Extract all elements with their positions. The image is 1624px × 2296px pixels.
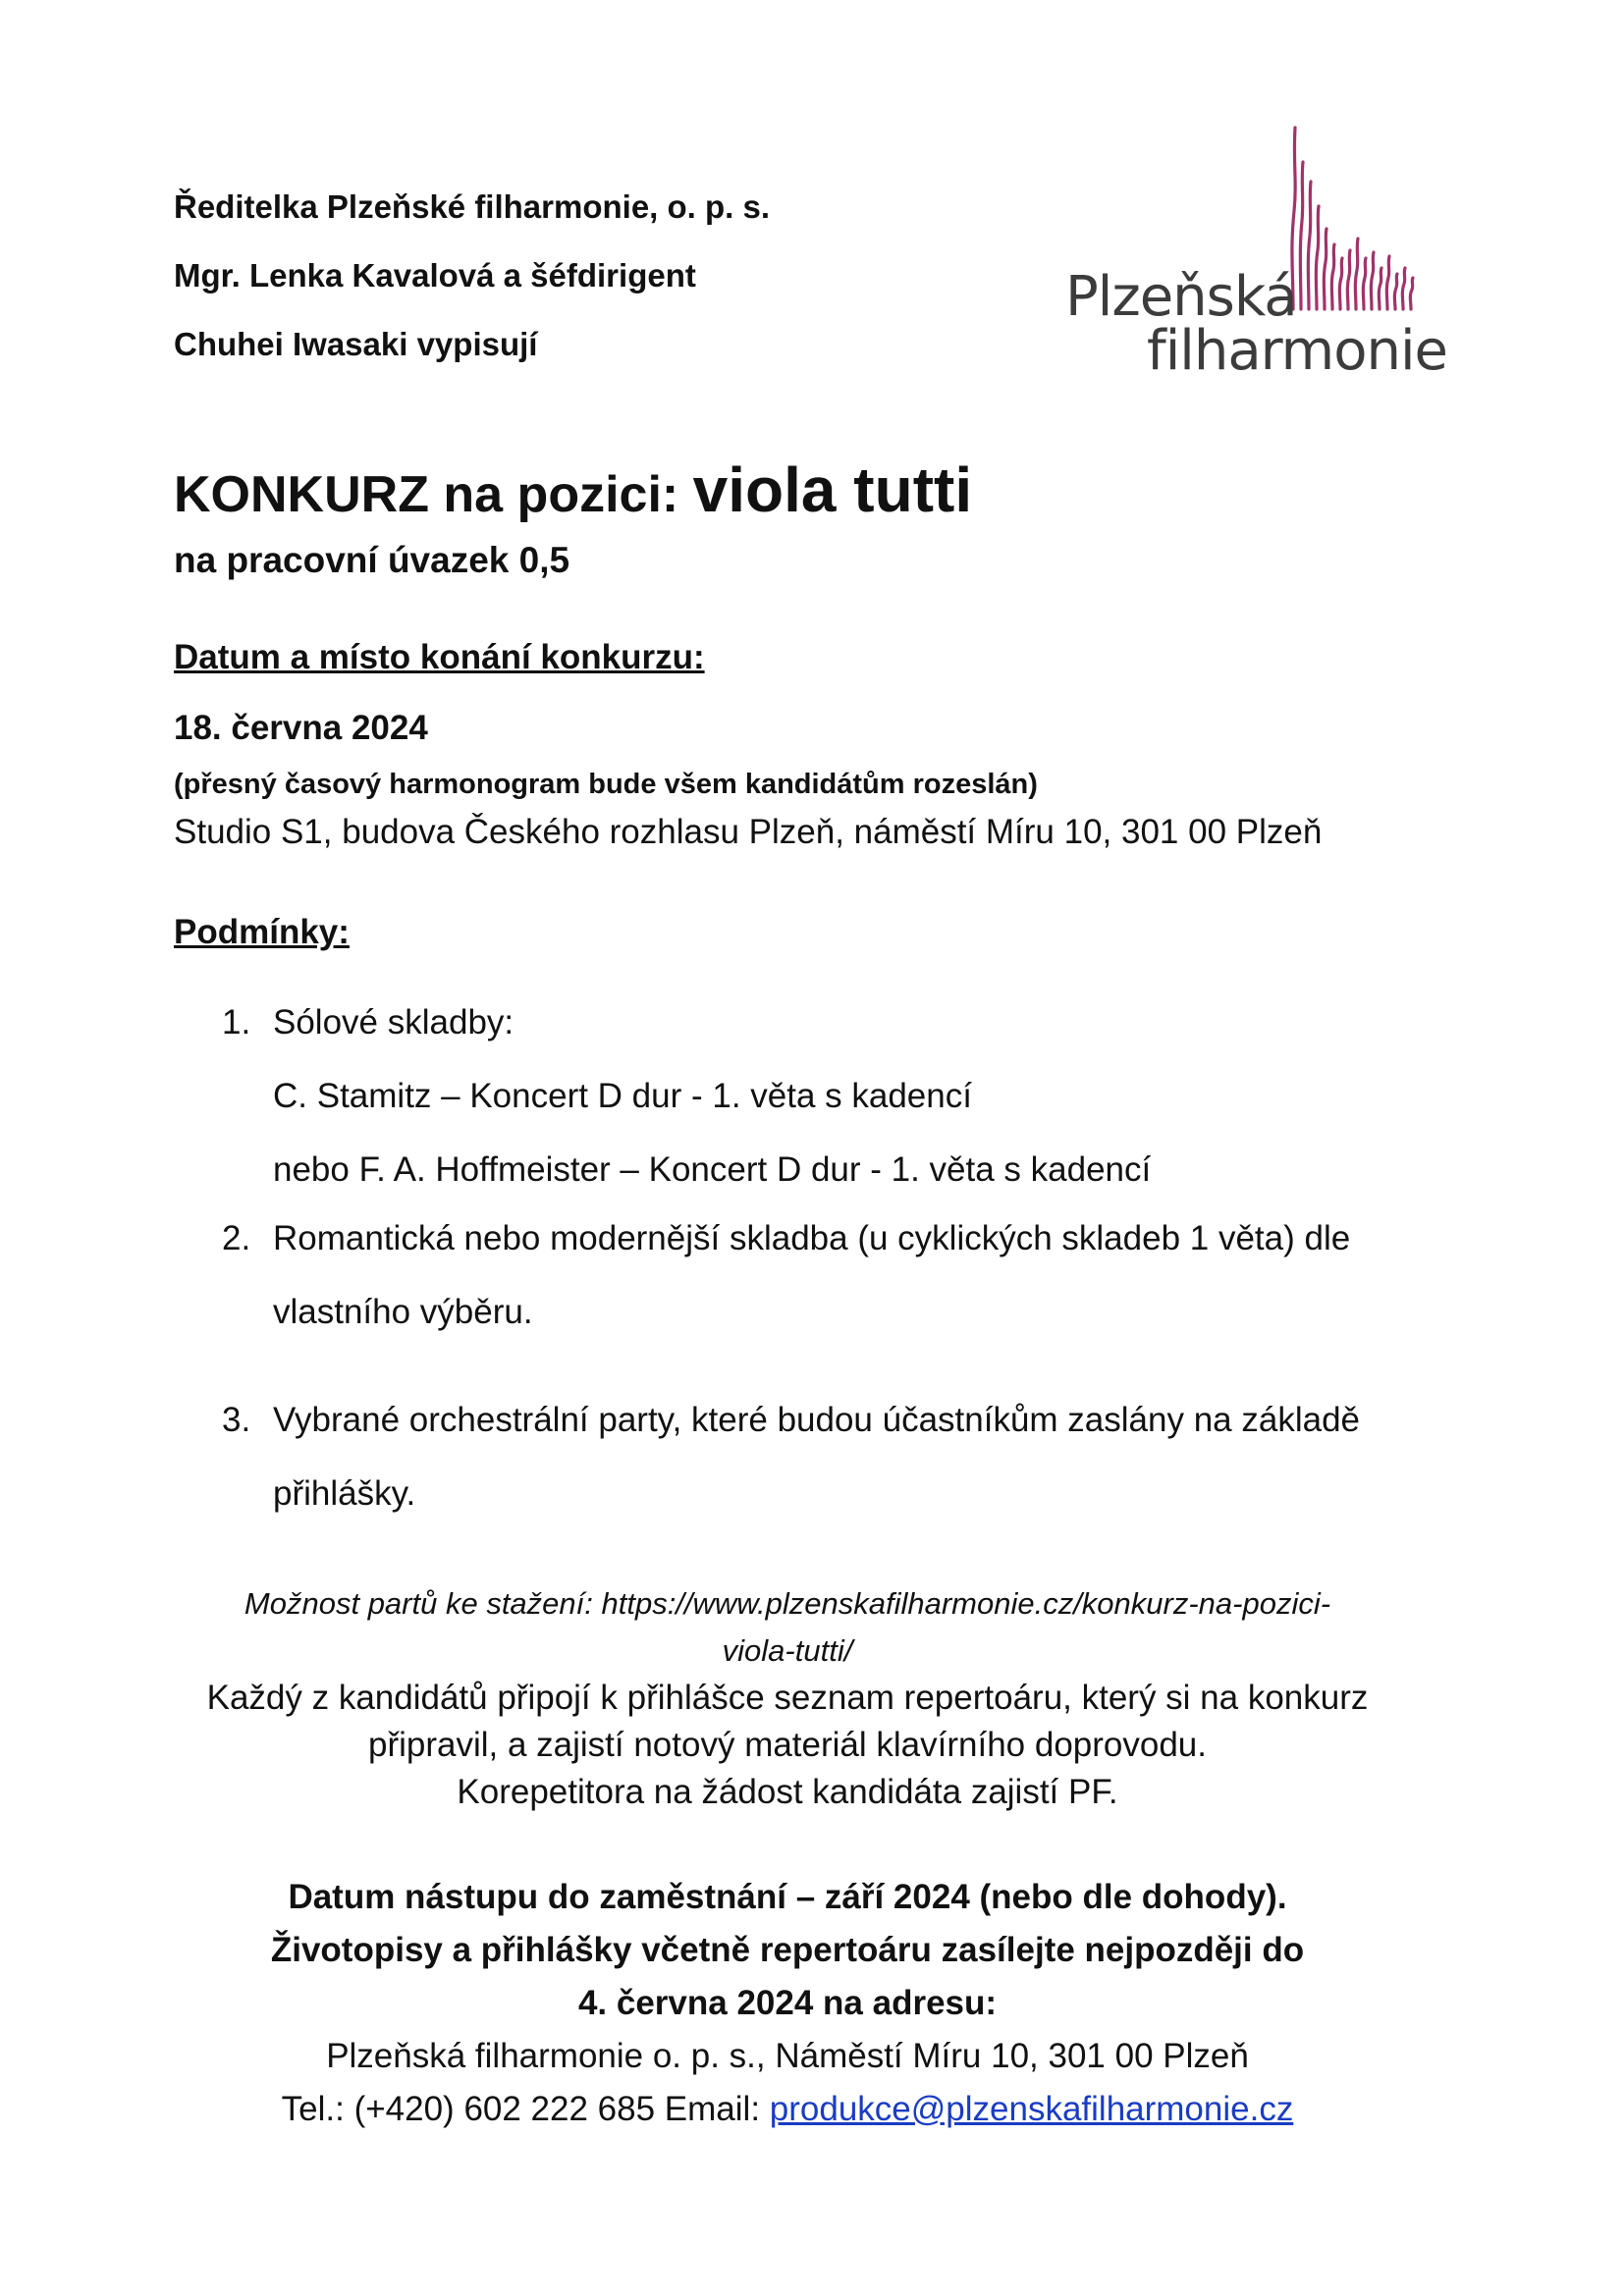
audition-date: 18. června 2024 <box>174 709 428 747</box>
list-item-text: přihlášky. <box>273 1474 416 1513</box>
page-subtitle: na pracovní úvazek 0,5 <box>174 540 570 580</box>
title-prefix: KONKURZ na pozici: <box>174 466 693 523</box>
plzenska-filharmonie-logo <box>1065 123 1447 383</box>
footer-block <box>174 1871 1401 2136</box>
postal-address: Plzeňská filharmonie o. p. s., Náměstí Míru 10, 301 00 Plzeň <box>326 2037 1249 2075</box>
conditions-heading: Podmínky: <box>174 913 350 951</box>
list-number: 2. <box>222 1219 251 1257</box>
header-line-3: Chuhei Iwasaki vypisují <box>174 326 538 362</box>
header-line-1: Ředitelka Plzeňské filharmonie, o. p. s. <box>174 188 771 225</box>
download-link-line-1: Možnost partů ke stažení: https://www.plzenskafilharmonie.cz/konkurz-na-pozici- <box>244 1586 1331 1621</box>
date-section-heading: Datum a místo konání konkurzu: <box>174 638 705 676</box>
list-item-text: vlastního výběru. <box>273 1293 533 1331</box>
list-item-text: C. Stamitz – Koncert D dur - 1. věta s kadencí <box>273 1077 972 1115</box>
deadline-line-2: 4. června 2024 na adresu: <box>577 1984 998 2022</box>
info-block <box>174 1580 1401 1816</box>
page-title <box>174 454 972 526</box>
list-number: 1. <box>222 1003 251 1041</box>
list-item-text: Vybrané orchestrální party, které budou účastníkům zaslány na základě <box>273 1401 1360 1439</box>
list-item-text: Sólové skladby: <box>273 1003 514 1041</box>
repertoire-line-2: připravil, a zajistí notový materiál klavírního doprovodu. <box>367 1726 1207 1764</box>
download-link-line-2: viola-tutti/ <box>722 1633 853 1668</box>
email-link[interactable]: produkce@plzenskafilharmonie.cz <box>769 2090 1294 2128</box>
list-item-text: nebo F. A. Hoffmeister – Koncert D dur - 1. věta s kadencí <box>273 1150 1152 1189</box>
contact-prefix: Tel.: (+420) 602 222 685 Email: <box>281 2090 770 2128</box>
title-position: viola tutti <box>692 454 973 525</box>
repertoire-line-3: Korepetitora na žádost kandidáta zajistí PF. <box>457 1773 1118 1811</box>
deadline-line-1: Životopisy a přihlášky včetně repertoáru zasílejte nejpozději do <box>270 1931 1305 1969</box>
schedule-note: (přesný časový harmonogram bude všem kandidátům rozeslán) <box>174 769 1038 800</box>
audition-place: Studio S1, budova Českého rozhlasu Plzeň, náměstí Míru 10, 301 00 Plzeň <box>174 813 1323 851</box>
logo-text-line-1: Plzeňská <box>1065 265 1297 329</box>
repertoire-line-1: Každý z kandidátů připojí k přihlášce seznam repertoáru, který si na konkurz <box>206 1679 1369 1717</box>
header-line-2: Mgr. Lenka Kavalová a šéfdirigent <box>174 257 696 294</box>
list-item-text: Romantická nebo modernější skladba (u cyklických skladeb 1 věta) dle <box>273 1219 1351 1257</box>
start-date-line: Datum nástupu do zaměstnání – září 2024 (nebo dle dohody). <box>288 1878 1287 1916</box>
contact-line <box>174 2083 1401 2136</box>
list-number: 3. <box>222 1401 251 1439</box>
logo-text-line-2: filharmonie <box>1147 319 1447 383</box>
